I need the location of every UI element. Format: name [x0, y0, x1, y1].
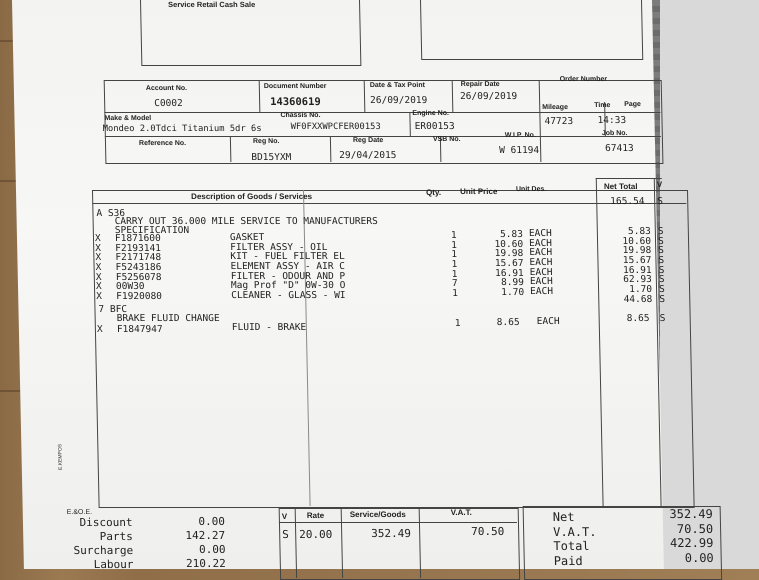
- job-label: Job No.: [601, 130, 628, 137]
- v-header: V: [656, 180, 663, 189]
- job-code-line-2: 7 BFC: [98, 304, 128, 315]
- order-label: Order Number: [559, 76, 608, 83]
- job-description-line-2: SPECIFICATION: [114, 225, 190, 236]
- section-total-v: S: [657, 196, 664, 207]
- brake-desc: FLUID - BRAKE: [231, 322, 307, 333]
- account-label: Account No.: [145, 85, 188, 92]
- vat-goods-label: Service/Goods: [349, 510, 406, 519]
- date-label: Date & Tax Point: [369, 82, 425, 89]
- unit-price-column: 5.83 10.60 19.98 15.67 16.91 8.99 1.70: [494, 229, 525, 299]
- brake-price: 8.65: [496, 317, 520, 328]
- wip-label: W.I.P. No.: [504, 132, 536, 139]
- vat-code-column: S S S S S S S S: [657, 226, 666, 305]
- vat-vat-label: V.A.T.: [450, 508, 472, 517]
- brake-qty: 1: [454, 318, 461, 329]
- make-label: Make & Model: [104, 115, 152, 122]
- make-value: Mondeo 2.0Tdci Titanium 5dr 6s: [102, 124, 262, 134]
- engine-value: ER00153: [414, 121, 455, 132]
- left-totals-values: 0.00 142.27 0.00 210.22: [185, 515, 226, 570]
- vat-row-v: S: [282, 528, 289, 541]
- time-label: Time: [594, 102, 611, 109]
- net-header: Net Total: [603, 182, 638, 191]
- mileage-label: Mileage: [542, 104, 569, 111]
- invoice-paper: [12, 0, 714, 571]
- brake-part: F1847947: [116, 324, 163, 335]
- job-code-line: A S36: [96, 208, 126, 219]
- regdate-label: Reg Date: [352, 137, 384, 144]
- vat-rate-label: Rate: [306, 511, 325, 520]
- brake-net: 8.65: [626, 313, 650, 324]
- brake-unit: EACH: [536, 316, 560, 327]
- repair-label: Repair Date: [460, 81, 500, 88]
- account-value: C0002: [154, 98, 183, 109]
- job-value: 67413: [604, 143, 634, 154]
- unit-column: EACH EACH EACH EACH EACH EACH EACH: [528, 228, 554, 298]
- desc-header: Description of Goods / Services: [191, 192, 313, 201]
- engine-label: Engine No.: [412, 110, 450, 117]
- vat-row-vat: 70.50: [470, 525, 505, 538]
- vat-v-label: V: [281, 512, 288, 521]
- side-print-code: E.KEMPOS: [57, 443, 64, 470]
- eoe-text: E.&O.E.: [66, 509, 93, 516]
- page-title: Service Retail Cash Sale: [168, 0, 256, 9]
- right-totals-labels: Net V.A.T. Total Paid: [552, 510, 597, 568]
- reference-label: Reference No.: [138, 140, 187, 147]
- mark-column: X X X X X X X: [94, 233, 103, 303]
- price-header: Unit Price: [459, 187, 498, 196]
- qty-column: 1 1 1 1 1 7 1: [450, 230, 459, 300]
- time-value: 14:33: [597, 115, 627, 126]
- brake-job-description: BRAKE FLUID CHANGE: [116, 313, 220, 324]
- job-description-line: CARRY OUT 36.000 MILE SERVICE TO MANUFACTURERS: [114, 216, 378, 227]
- unit-header: Unit Des.: [515, 186, 547, 193]
- wip-value: W 61194: [499, 145, 540, 156]
- right-totals-values: 352.49 70.50 422.99 0.00: [669, 507, 714, 565]
- repair-value: 26/09/2019: [459, 91, 518, 102]
- address-box-right: [420, 0, 643, 60]
- document-label: Document Number: [263, 83, 327, 90]
- brake-mark: X: [96, 324, 103, 335]
- left-totals-labels: Discount Parts Surcharge Labour: [73, 516, 134, 571]
- part-number-column: F1871600 F2193141 F2171748 F5243186 F5256078 00W30 F1920080: [114, 233, 163, 303]
- address-box-left: [140, 0, 361, 66]
- regdate-value: 29/04/2015: [339, 150, 397, 161]
- reg-value: BD15YXM: [251, 152, 292, 163]
- vat-row-goods: 352.49: [371, 527, 412, 540]
- date-value: 26/09/2019: [369, 95, 428, 106]
- chassis-label: Chassis No.: [280, 112, 321, 119]
- mileage-value: 47723: [544, 116, 574, 127]
- net-total-column: 5.83 10.60 19.98 15.67 16.91 62.93 1.70 44.68: [622, 226, 653, 305]
- reg-label: Reg No.: [252, 138, 280, 145]
- part-description-column: GASKET FILTER ASSY - OIL KIT - FUEL FILTER EL ELEMENT ASSY - AIR C FILTER - ODOUR AND P Mag Prof "D" 0W-30 O CLEANER - GLASS - WI: [229, 232, 346, 302]
- qty-header: Qty.: [425, 188, 442, 197]
- brake-v: S: [659, 313, 666, 324]
- chassis-value: WF0FXXWPCFER00153: [290, 122, 381, 132]
- section-total: 165.54: [610, 196, 645, 207]
- page-label: Page: [624, 101, 641, 108]
- vat-row-rate: 20.00: [299, 528, 333, 541]
- vsb-label: VSB No.: [432, 136, 461, 143]
- document-value: 14360619: [270, 96, 321, 108]
